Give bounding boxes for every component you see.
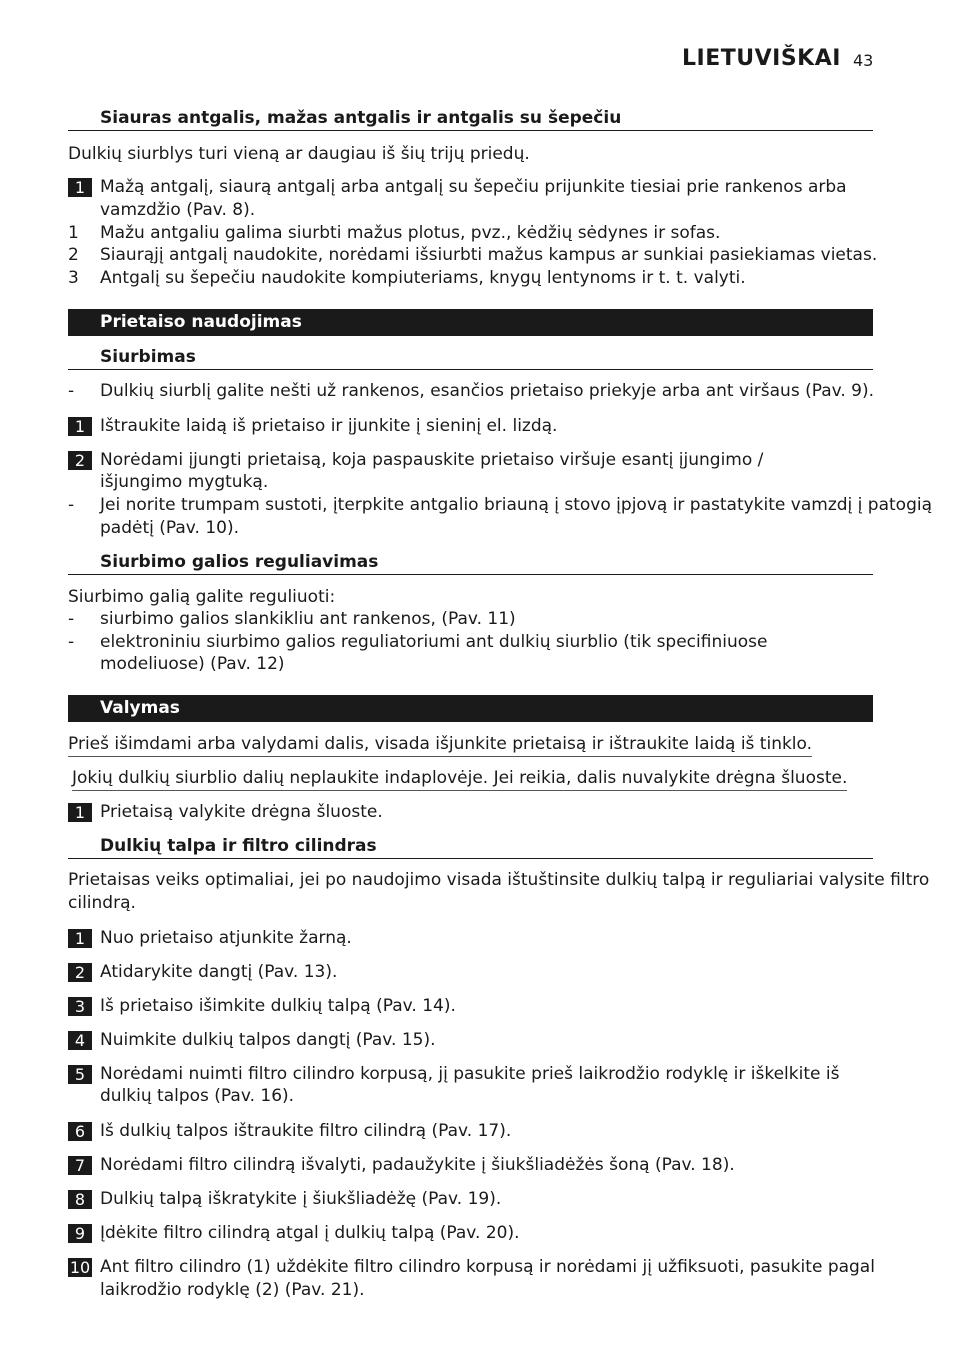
step-number-box: 1 bbox=[68, 803, 92, 822]
step-number-box: 1 bbox=[68, 929, 92, 948]
dash-marker: - bbox=[68, 632, 75, 652]
step-text: Iš dulkių talpos ištraukite filtro cilindrą (Pav. 17). bbox=[100, 1121, 512, 1141]
step-number-box: 7 bbox=[68, 1156, 92, 1175]
list-item: Siaurąjį antgalį naudokite, norėdami išsiurbti mažus kampus ar sunkiai pasiekiamas vietas. bbox=[100, 245, 878, 265]
language-title: LIETUVIŠKAI bbox=[682, 46, 841, 71]
step-number-box: 2 bbox=[68, 963, 92, 982]
step-number-box: 1 bbox=[68, 417, 92, 436]
dash-item: Dulkių siurblį galite nešti už rankenos, esančios prietaiso priekyje arba ant viršaus (Pav. 9). bbox=[100, 381, 875, 401]
step-number-box: 6 bbox=[68, 1122, 92, 1141]
step-number-box: 8 bbox=[68, 1190, 92, 1209]
step-text: Iš prietaiso išimkite dulkių talpą (Pav. 14). bbox=[100, 996, 456, 1016]
list-number: 2 bbox=[68, 245, 79, 265]
step-text: Ant filtro cilindro (1) uždėkite filtro cilindro korpusą ir norėdami jį užfiksuoti, pasukite pagal bbox=[100, 1257, 875, 1277]
warning-dishwasher: Jokių dulkių siurblio dalių neplaukite indaplovėje. Jei reikia, dalis nuvalykite drėgna šluoste. bbox=[72, 767, 847, 791]
step-text: Norėdami nuimti filtro cilindro korpusą, jį pasukite prieš laikrodžio rodyklę ir iškelkite iš bbox=[100, 1064, 840, 1084]
step-number-box: 4 bbox=[68, 1031, 92, 1050]
dash-marker: - bbox=[68, 495, 75, 515]
subheading-power-control: Siurbimo galios reguliavimas bbox=[68, 551, 873, 575]
list-number: 3 bbox=[68, 268, 79, 288]
section-bar-usage: Prietaiso naudojimas bbox=[68, 309, 873, 336]
dash-item: siurbimo galios slankikliu ant rankenos, (Pav. 11) bbox=[100, 609, 516, 629]
dash-item: padėtį (Pav. 10). bbox=[100, 518, 240, 538]
dust-intro: cilindrą. bbox=[68, 893, 136, 913]
step-text: Mažą antgalį, siaurą antgalį arba antgalį su šepečiu prijunkite tiesiai prie rankenos arba bbox=[100, 177, 847, 197]
section-bar-cleaning: Valymas bbox=[68, 695, 873, 722]
warning-unplug: Prieš išimdami arba valydami dalis, visada išjunkite prietaisą ir ištraukite laidą iš tinklo. bbox=[68, 733, 812, 757]
step-number-box: 2 bbox=[68, 451, 92, 470]
dash-marker: - bbox=[68, 381, 75, 401]
step-text: Norėdami įjungti prietaisą, koja paspauskite prietaiso viršuje esantį įjungimo / bbox=[100, 450, 764, 470]
step-text: Atidarykite dangtį (Pav. 13). bbox=[100, 962, 338, 982]
step-text: Dulkių talpą iškratykite į šiukšliadėžę (Pav. 19). bbox=[100, 1189, 502, 1209]
section-heading-nozzles: Siauras antgalis, mažas antgalis ir antgalis su šepečiu bbox=[68, 107, 873, 131]
step-text: Ištraukite laidą iš prietaiso ir įjunkite į sieninį el. lizdą. bbox=[100, 416, 558, 436]
power-intro: Siurbimo galią galite reguliuoti: bbox=[68, 587, 336, 607]
step-number-box: 10 bbox=[69, 1258, 91, 1277]
step-text: Nuo prietaiso atjunkite žarną. bbox=[100, 928, 352, 948]
dust-intro: Prietaisas veiks optimaliai, jei po naudojimo visada ištuštinsite dulkių talpą ir reguliariai valysite filtro bbox=[68, 870, 930, 890]
list-item: Antgalį su šepečiu naudokite kompiuteriams, knygų lentynoms ir t. t. valyti. bbox=[100, 268, 746, 288]
dash-marker: - bbox=[68, 609, 75, 629]
step-text: Prietaisą valykite drėgna šluoste. bbox=[100, 802, 383, 822]
list-item: Mažu antgaliu galima siurbti mažus plotus, pvz., kėdžių sėdynes ir sofas. bbox=[100, 223, 721, 243]
step-number-box: 9 bbox=[68, 1224, 92, 1243]
step-text: Norėdami filtro cilindrą išvalyti, padaužykite į šiukšliadėžės šoną (Pav. 18). bbox=[100, 1155, 735, 1175]
step-number-box: 3 bbox=[68, 997, 92, 1016]
page-number: 43 bbox=[853, 51, 874, 70]
list-number: 1 bbox=[68, 223, 79, 243]
step-text: dulkių talpos (Pav. 16). bbox=[100, 1086, 295, 1106]
step-text: vamzdžio (Pav. 8). bbox=[100, 200, 256, 220]
step-text: laikrodžio rodyklę (2) (Pav. 21). bbox=[100, 1280, 365, 1300]
step-text: Nuimkite dulkių talpos dangtį (Pav. 15). bbox=[100, 1030, 436, 1050]
subheading-vacuuming: Siurbimas bbox=[68, 346, 873, 370]
nozzles-intro: Dulkių siurblys turi vieną ar daugiau iš šių trijų priedų. bbox=[68, 144, 530, 164]
dash-item: Jei norite trumpam sustoti, įterpkite antgalio briauną į stovo įpjovą ir pastatykite vamzdį į patogią bbox=[100, 495, 932, 515]
step-text: Įdėkite filtro cilindrą atgal į dulkių talpą (Pav. 20). bbox=[100, 1223, 520, 1243]
subheading-dust-container: Dulkių talpa ir filtro cilindras bbox=[68, 835, 873, 859]
step-number-box: 1 bbox=[68, 178, 92, 197]
step-number-box: 5 bbox=[68, 1065, 92, 1084]
dash-item: modeliuose) (Pav. 12) bbox=[100, 654, 285, 674]
step-text: išjungimo mygtuką. bbox=[100, 472, 269, 492]
dash-item: elektroniniu siurbimo galios reguliatoriumi ant dulkių siurblio (tik specifiniuose bbox=[100, 632, 768, 652]
